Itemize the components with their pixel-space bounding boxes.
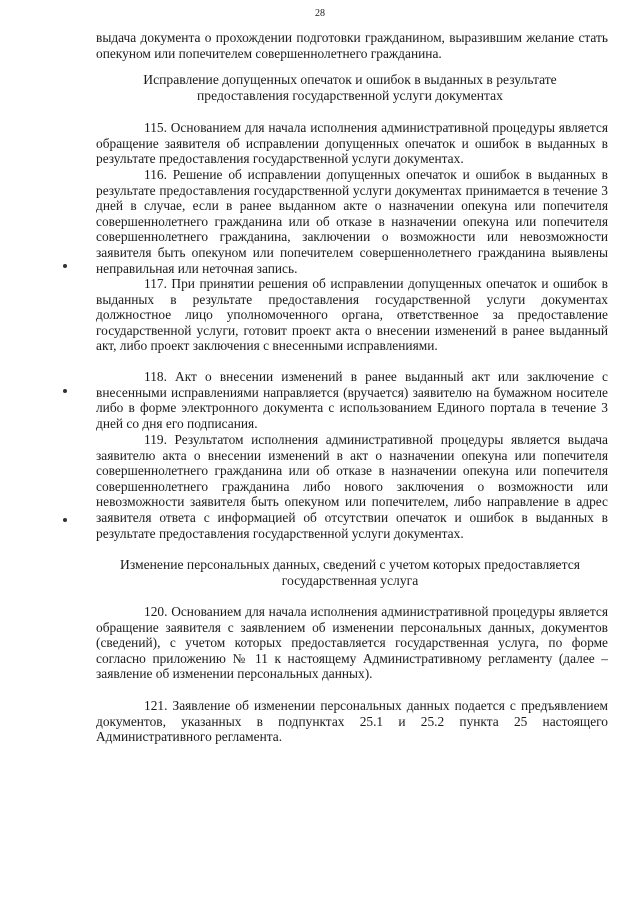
paragraph-115: 115. Основанием для начала исполнения административной процедуры является обращение заявителя об исправлении допущенных опечаток и ошибок в выданных в результате предоставления государственной услуги документах. — [96, 120, 608, 167]
paragraph-121: 121. Заявление об изменении персональных данных подается с предъявлением документов, указанных в подпунктах 25.1 и 25.2 пункта 25 настоящего Административного регламента. — [96, 698, 608, 745]
section-heading-personal-data: Изменение персональных данных, сведений с учетом которых предоставляется государственная услуга — [120, 557, 580, 588]
paragraph-118: 118. Акт о внесении изменений в ранее выданный акт или заключение с внесенными исправлениями направляется (вручается) заявителю на бумажном носителе либо в форме электронного документа с использованием Единого портала в течение 3 дней со дня его подписания. — [96, 369, 608, 431]
section-heading-corrections: Исправление допущенных опечаток и ошибок в выданных в результате предоставления государственной услуги документах — [143, 72, 557, 103]
margin-dot — [63, 518, 67, 522]
paragraph-117: 117. При принятии решения об исправлении допущенных опечаток и ошибок в выданных в результате предоставления государственной услуги документах должностное лицо уполномоченного органа, ответственное за предоставление государственной услуги, готовит проект акта о внесении изменений в ранее выданный акт, либо проект заключения с внесенными исправлениями. — [96, 276, 608, 354]
margin-dot — [63, 389, 67, 393]
paragraph-119: 119. Результатом исполнения административной процедуры является выдача заявителю акта о внесении изменений в акт о назначении опекуна или попечителя совершеннолетнего гражданина или об отказе в назначении опекуна или попечителя совершеннолетнего гражданина либо нового заключения о возможности или невозможности заявителя быть опекуном или попечителем, либо направление в адрес заявителя ответа с информацией об отсутствии опечаток и ошибок в выданных в результате предоставления государственной услуги документах. — [96, 432, 608, 541]
paragraph-120: 120. Основанием для начала исполнения административной процедуры является обращение заявителя с заявлением об изменении персональных данных, документов (сведений), с учетом которых предоставляется государственная услуга, по форме согласно приложению № 11 к настоящему Административному регламенту (далее – заявление об изменении персональных данных). — [96, 604, 608, 682]
margin-dot — [63, 264, 67, 268]
page-number: 28 — [315, 8, 325, 19]
paragraph-116: 116. Решение об исправлении допущенных опечаток и ошибок в выданных в результате предоставления государственной услуги документах принимается в течение 3 дней в случае, если в ранее выданном акте о назначении опекуна или попечителя совершеннолетнего гражданина или об отказе в назначении опекуна или попечителя совершеннолетнего гражданина, заключении о возможности или невозможности заявителя быть опекуном или попечителем совершеннолетнего гражданина выявлены неправильная или неточная запись. — [96, 167, 608, 276]
intro-paragraph: выдача документа о прохождении подготовки гражданином, выразившим желание стать опекуном или попечителем совершеннолетнего гражданина. — [96, 30, 608, 61]
